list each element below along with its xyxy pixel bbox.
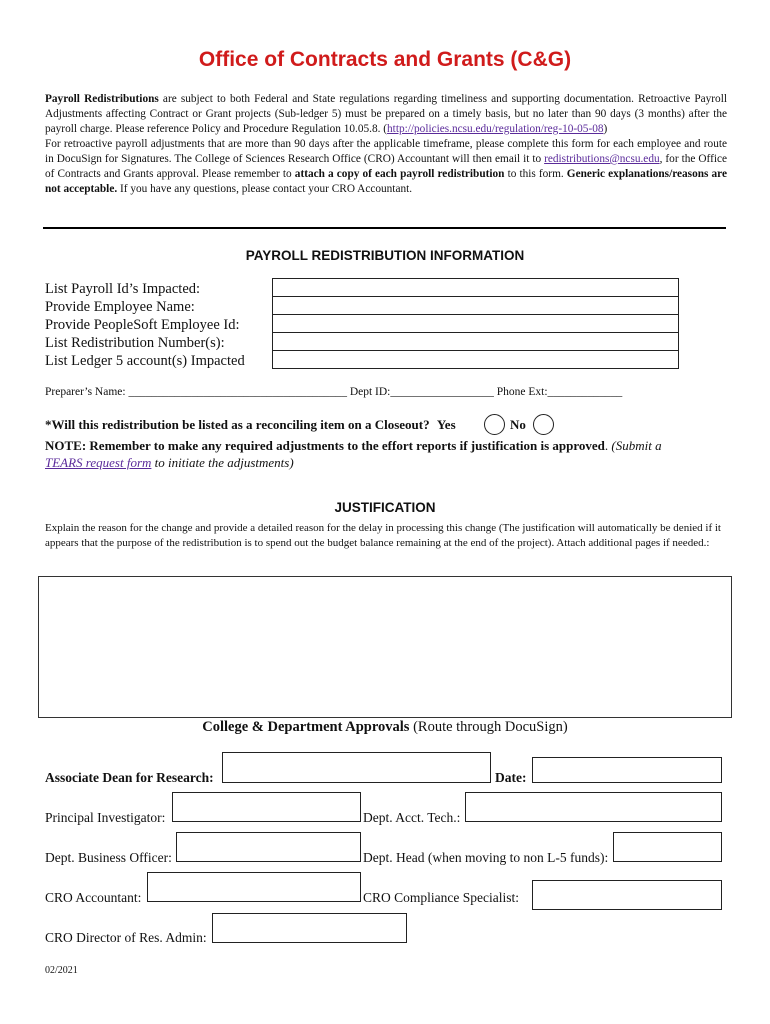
cro-accountant-label: CRO Accountant: <box>45 890 142 905</box>
business-officer-label: Dept. Business Officer: <box>45 850 172 865</box>
employee-id-label: Provide PeopleSoft Employee Id: <box>45 317 240 333</box>
note-bold: NOTE: Remember to make any required adjustments to the effort reports if justification is approved <box>45 438 605 453</box>
acct-tech-signature[interactable] <box>465 792 722 822</box>
intro-p2: For retroactive payroll adjustments that are more than 90 days after the applicable timeframe, please complete this form for each employee and route in DocuSign for Signatures. The College of Sciences Research Office (CRO) Accountant will then email it to <box>45 138 727 165</box>
dept-head-signature[interactable] <box>613 832 722 862</box>
employee-name-input[interactable] <box>272 296 679 315</box>
assoc-dean-signature[interactable] <box>222 752 491 783</box>
intro-p2-mid2: to this form. <box>504 168 567 180</box>
approvals-heading-bold: College & Department Approvals <box>202 719 410 735</box>
cro-director-signature[interactable] <box>212 913 407 943</box>
effort-note <box>45 437 725 471</box>
yes-radio[interactable] <box>484 414 505 435</box>
redistribution-number-label: List Redistribution Number(s): <box>45 335 225 351</box>
revision-date: 02/2021 <box>45 965 78 976</box>
date-input[interactable] <box>532 757 722 783</box>
redistribution-number-input[interactable] <box>272 332 679 351</box>
justification-instructions: Explain the reason for the change and provide a detailed reason for the delay in processing this change (The justification will automatically be denied if it appears that the purpose of the redistribution is to spend out the budget balance remaining at the end of the project). Attach additional pages if needed.: <box>45 522 721 549</box>
justification-heading: JUSTIFICATION <box>334 500 436 515</box>
tears-request-link[interactable]: TEARS request form <box>45 455 152 470</box>
policy-link[interactable]: http://policies.ncsu.edu/regulation/reg-10-05-08 <box>387 123 604 135</box>
preparer-line: Preparer’s Name: ______________________________________ Dept ID:__________________ Phone Ext:_____________ <box>45 386 623 398</box>
dept-head-label: Dept. Head (when moving to non L-5 funds): <box>363 850 609 865</box>
cro-compliance-signature[interactable] <box>532 880 722 910</box>
assoc-dean-label: Associate Dean for Research: <box>45 770 214 785</box>
pi-signature[interactable] <box>172 792 361 822</box>
ledger-account-label: List Ledger 5 account(s) Impacted <box>45 353 245 369</box>
no-radio[interactable] <box>533 414 554 435</box>
divider <box>43 227 726 229</box>
cro-compliance-label: CRO Compliance Specialist: <box>363 890 519 905</box>
note-italic: (Submit a <box>608 438 662 453</box>
ledger-account-input[interactable] <box>272 350 679 369</box>
cro-accountant-signature[interactable] <box>147 872 361 902</box>
employee-id-input[interactable] <box>272 314 679 333</box>
note-period: . <box>604 438 609 453</box>
payroll-id-label: List Payroll Id’s Impacted: <box>45 281 201 297</box>
cro-director-label: CRO Director of Res. Admin: <box>45 930 207 945</box>
intro-p2-bold2: Generic explanations/reasons are not acceptable. <box>45 168 727 195</box>
intro-p2-mid: , for the Office of Contracts and Grants approval. Please remember to <box>45 153 727 180</box>
intro-p2-end: If you have any questions, please contact your CRO Accountant. <box>117 183 413 195</box>
acct-tech-label: Dept. Acct. Tech.: <box>363 810 461 825</box>
intro-p1-end: ) <box>603 123 608 135</box>
employee-name-label: Provide Employee Name: <box>45 299 195 315</box>
intro-bold-term: Payroll Redistributions <box>45 93 159 105</box>
approvals-heading <box>0 719 770 736</box>
email-link[interactable]: redistributions@ncsu.edu <box>544 153 660 165</box>
intro-p1: are subject to both Federal and State regulations regarding timeliness and supporting documentation. Retroactive Payroll Adjustments affecting Contract or Grant projects (Sub-ledger 5) must be prepared on a timely basis, but no later than 90 days (3 months) after the payroll charge. Please reference Policy and Procedure Regulation 10.05.8. ( <box>45 93 727 135</box>
date-label: Date: <box>495 770 527 785</box>
intro-text <box>45 92 727 197</box>
payroll-heading: PAYROLL REDISTRIBUTION INFORMATION <box>245 248 525 263</box>
yes-label: Yes <box>436 417 456 432</box>
page-title: Office of Contracts and Grants (C&G) <box>198 48 572 71</box>
payroll-id-input[interactable] <box>272 278 679 297</box>
closeout-question <box>45 417 456 433</box>
no-label: No <box>510 417 526 432</box>
intro-p2-bold1: attach a copy of each payroll redistribution <box>294 168 505 180</box>
pi-label: Principal Investigator: <box>45 810 166 825</box>
approvals-heading-rest: (Route through DocuSign) <box>409 719 568 735</box>
closeout-question-text: *Will this redistribution be listed as a reconciling item on a Closeout? <box>45 417 430 432</box>
business-officer-signature[interactable] <box>176 832 361 862</box>
note-tail: to initiate the adjustments) <box>151 455 294 470</box>
justification-textarea[interactable] <box>38 576 732 718</box>
